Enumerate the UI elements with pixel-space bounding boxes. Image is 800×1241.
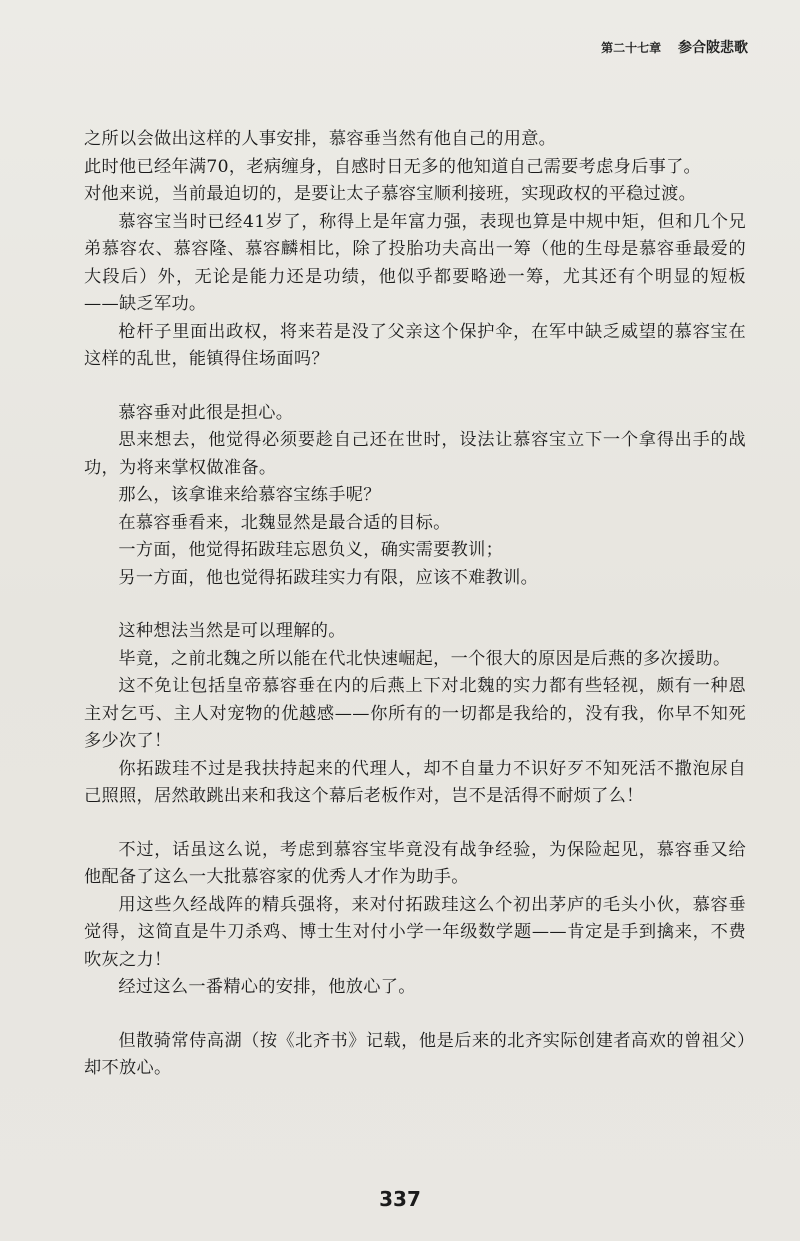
- paragraph: 此时他已经年满70，老病缠身，自感时日无多的他知道自己需要考虑身后事了。: [84, 156, 702, 177]
- paragraph: 思来想去，他觉得必须要趁自己还在世时，设法让慕容宝立下一个拿得出手的战功，为将来掌权做准备。: [84, 430, 746, 478]
- paragraph: 对他来说，当前最迫切的，是要让太子慕容宝顺利接班，实现政权的平稳过渡。: [84, 184, 697, 204]
- paragraph: 在慕容垂看来，北魏显然是最合适的目标。: [118, 512, 451, 533]
- paragraph: 一方面，他觉得拓跋珪忘恩负义，确实需要教训；: [118, 540, 504, 560]
- paragraph: 但散骑常侍高湖（按《北齐书》记载，他是后来的北齐实际创建者高欢的曾祖父）却不放心。: [84, 1030, 746, 1078]
- paragraph: 你拓跋珪不过是我扶持起来的代理人，却不自量力不识好歹不知死活不撒泡尿自己照照，居然敢跳出来和我这个幕后老板作对，岂不是活得不耐烦了么！: [84, 758, 746, 806]
- chapter-number: 第二十七章: [601, 41, 662, 55]
- paragraph: 经过这么一番精心的安排，他放心了。: [118, 977, 416, 997]
- running-header: [601, 37, 748, 57]
- paragraph: 不过，话虽这么说，考虑到慕容宝毕竟没有战争经验，为保险起见，慕容垂又给他配备了这么一大批慕容家的优秀人才作为助手。: [84, 839, 746, 887]
- paragraph: 慕容垂对此很是担心。: [118, 402, 294, 423]
- paragraph: 毕竟，之前北魏之所以能在代北快速崛起，一个很大的原因是后燕的多次援助。: [118, 648, 731, 669]
- paragraph: 用这些久经战阵的精兵强将，来对付拓跋珪这么个初出茅庐的毛头小伙，慕容垂觉得，这简直是牛刀杀鸡、博士生对付小学一年级数学题——肯定是手到擒来，不费吹灰之力！: [84, 894, 746, 970]
- page-number: 337: [379, 1187, 421, 1211]
- paragraph: 这种想法当然是可以理解的。: [118, 621, 346, 641]
- paragraph: 枪杆子里面出政权，将来若是没了父亲这个保护伞，在军中缺乏威望的慕容宝在这样的乱世，能镇得住场面吗？: [84, 321, 746, 369]
- body-text: [84, 126, 746, 1083]
- paragraph: 这不免让包括皇帝慕容垂在内的后燕上下对北魏的实力都有些轻视，颇有一种恩主对乞丐、主人对宠物的优越感——你所有的一切都是我给的，没有我，你早不知死多少次了！: [84, 676, 746, 751]
- paragraph: 之所以会做出这样的人事安排，慕容垂当然有他自己的用意。: [84, 129, 557, 149]
- paragraph: 那么，该拿谁来给慕容宝练手呢？: [118, 485, 381, 505]
- chapter-title: 参合陂悲歌: [678, 40, 748, 56]
- paragraph: 慕容宝当时已经41岁了，称得上是年富力强，表现也算是中规中矩，但和几个兄弟慕容农、慕容隆、慕容麟相比，除了投胎功夫高出一筹（他的生母是慕容垂最爱的大段后）外，无论是能力还是功绩，他似乎都要略逊一筹，尤其还有个明显的短板——缺乏军功。: [84, 211, 746, 314]
- paragraph: 另一方面，他也觉得拓跋珪实力有限，应该不难教训。: [118, 567, 539, 588]
